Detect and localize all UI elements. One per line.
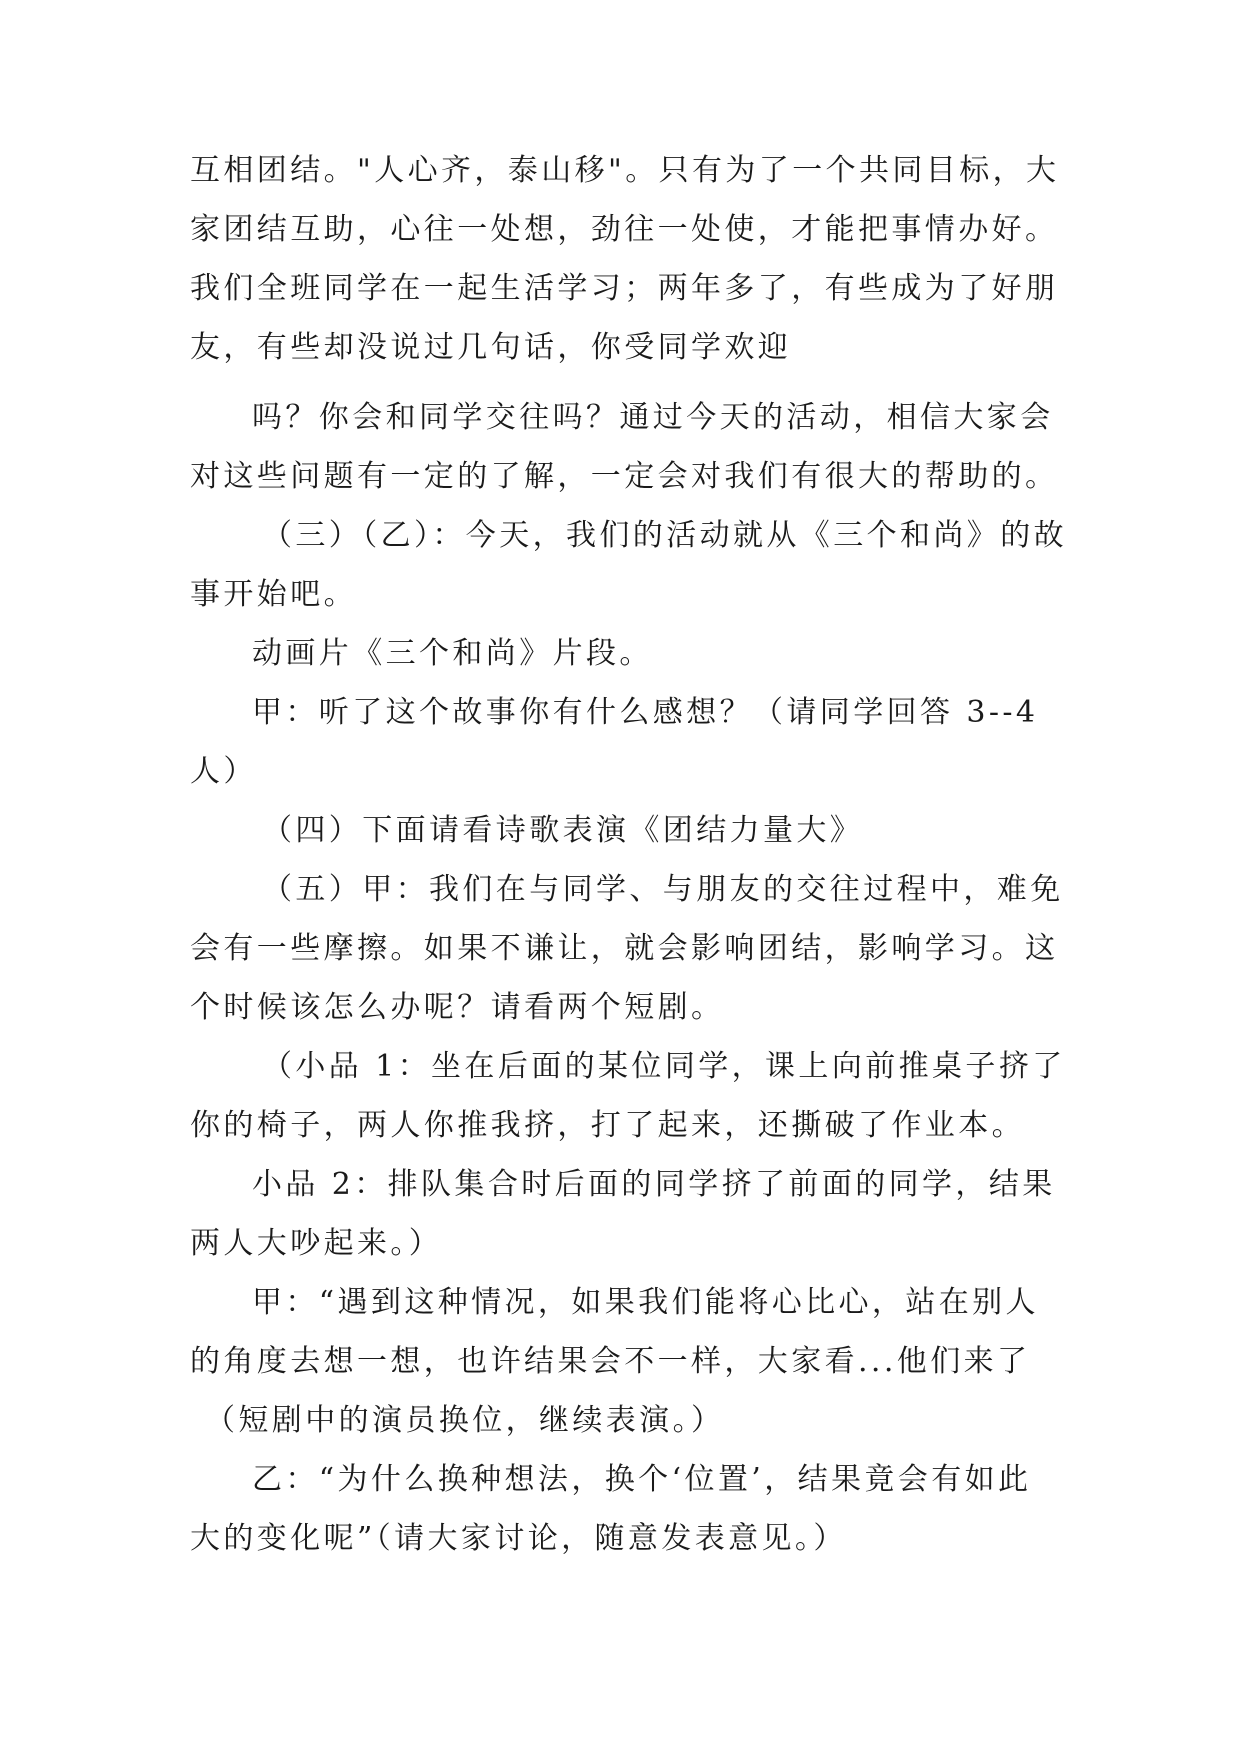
text-line-18: 小品 2：排队集合时后面的同学挤了前面的同学，结果 — [252, 1167, 1056, 1202]
text-line-3: 我们全班同学在一起生活学习；两年多了，有些成为了好朋 — [190, 271, 1059, 306]
text-line-15: 个时候该怎么办呢？请看两个短剧。 — [190, 990, 725, 1025]
text-line-5: 吗？你会和同学交往吗？通过今天的活动，相信大家会 — [252, 400, 1054, 435]
text-line-2: 家团结互助，心往一处想，劲往一处使，才能把事情办好。 — [190, 212, 1059, 247]
text-line-4: 友，有些却没说过几句话，你受同学欢迎 — [190, 330, 792, 365]
text-line-9: 动画片《三个和尚》片段。 — [252, 636, 653, 671]
text-line-16: （小品 1：坐在后面的某位同学，课上向前推桌子挤了 — [262, 1049, 1066, 1084]
text-line-14: 会有一些摩擦。如果不谦让，就会影响团结，影响学习。这 — [190, 931, 1059, 966]
text-line-24: 大的变化呢”（请大家讨论，随意发表意见。） — [190, 1521, 847, 1556]
text-line-13: （五）甲：我们在与同学、与朋友的交往过程中，难免 — [262, 872, 1064, 907]
text-line-1: 互相团结。"人心齐，泰山移"。只有为了一个共同目标，大 — [190, 153, 1060, 188]
text-line-6: 对这些问题有一定的了解，一定会对我们有很大的帮助的。 — [190, 459, 1059, 494]
text-line-17: 你的椅子，两人你推我挤，打了起来，还撕破了作业本。 — [190, 1108, 1025, 1143]
text-line-21: 的角度去想一想，也许结果会不一样，大家看...他们来了 — [190, 1344, 1031, 1379]
text-line-23: 乙：“为什么换种想法，换个‘位置’，结果竟会有如此 — [252, 1462, 1032, 1497]
text-line-7: （三）（乙）：今天，我们的活动就从《三个和尚》的故 — [262, 518, 1067, 553]
text-line-19: 两人大吵起来。） — [190, 1226, 443, 1261]
text-line-20: 甲：“遇到这种情况，如果我们能将心比心，站在别人 — [252, 1285, 1039, 1320]
text-line-12: （四）下面请看诗歌表演《团结力量大》 — [262, 813, 864, 848]
text-line-10: 甲：听了这个故事你有什么感想？（请同学回答 3--4 — [252, 695, 1039, 730]
text-line-11: 人） — [190, 754, 257, 789]
text-line-8: 事开始吧。 — [190, 577, 357, 612]
text-line-22: （短剧中的演员换位，继续表演。） — [205, 1403, 725, 1438]
